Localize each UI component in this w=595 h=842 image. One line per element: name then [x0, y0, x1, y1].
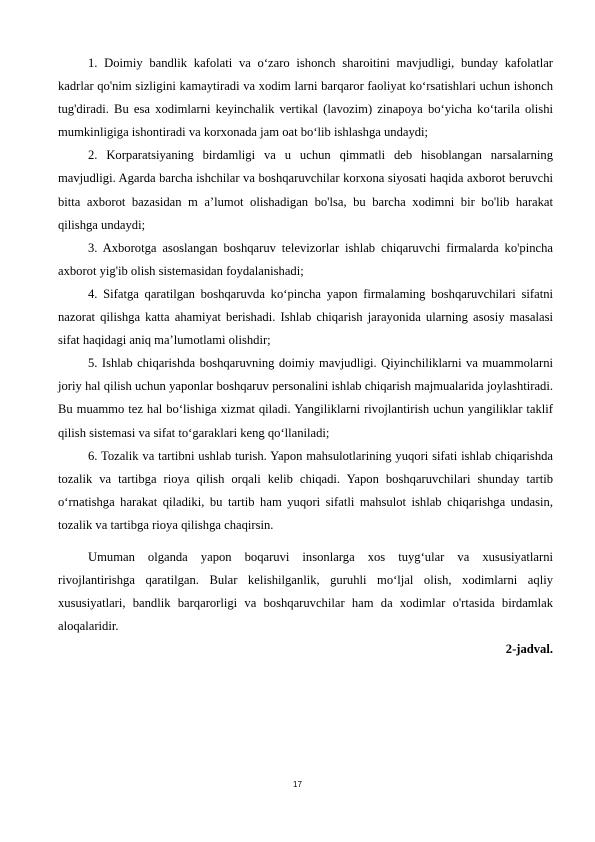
list-item-6: 6. Tozalik va tartibni ushlab turish. Yapon mahsulotlarining yuqori sifati ishlab chiqarishda tozalik va tartibga rioya qilish orqali kelib chiqadi. Yapon boshqaruvchilari shunday tartib o‘rnatishga harakat qiladiki, bu tartib ham yuqori sifatli mahsulot ishlab chiqarishga undasin, tozalik va tartibga rioya qilishga chaqirsin. — [58, 448, 553, 532]
document-page — [58, 52, 553, 661]
paragraph-gap — [58, 537, 553, 546]
page-number: 17 — [293, 780, 302, 789]
list-item-2: 2. Korparatsiyaning birdamligi va u uchun qimmatli deb hisoblangan narsalarning mavjudligi. Agarda barcha ishchilar va boshqaruvchilar korxona siyosati haqida axborot beruvchi bitta axborot bazasidan m a’lumot olishadigan bo'lsa, bu barcha xodimni bir bo'lib harakat qilishga undaydi; — [58, 148, 553, 232]
summary-paragraph: Umuman olganda yapon boqaruvi insonlarga xos tuyg‘ular va xususiyatlarni rivojlantirishga qaratilgan. Bular kelishilganlik, guruhli mo‘ljal olish, xodimlarni aqliy xususiyatlari, bandlik barqarorligi va boshqaruvchilar ham da xodimlar o'rtasida birdamlak aloqalaridir. — [58, 549, 553, 634]
list-item-5: 5. Ishlab chiqarishda boshqaruvning doimiy mavjudligi. Qiyinchiliklarni va muammolarni joriy hal qilish uchun yaponlar boshqaruv personalini ishlab chiqarish majmualarida joylashtiradi. Bu muammo tez hal bo‘lishiga xizmat qiladi. Yangiliklarni rivojlantirish uchun yangiliklar taklif qilish sistemasi va sifat to‘garaklari keng qo‘llaniladi; — [58, 356, 553, 440]
list-item-4: 4. Sifatga qaratilgan boshqaruvda ko‘pincha yapon firmalaming boshqaruvchilari sifatni nazorat qilishga katta ahamiyat berishadi. Ishlab chiqarish jarayonida ularning asosiy masalasi sifat haqidagi aniq ma’lumotlami olishdir; — [58, 286, 553, 348]
list-item-3: 3. Axborotga asoslangan boshqaruv televizorlar ishlab chiqaruvchi firmalarda ko'pincha axborot yig'ib olish sistemasidan foydalanishadi; — [58, 240, 553, 278]
table-label: 2-jadval. — [505, 642, 553, 657]
list-item-1: 1. Doimiy bandlik kafolati va o‘zaro ishonch sharoitini mavjudligi, bunday kafolatlar kadrlar qo'nim sizligini kamaytiradi va xodim larni barqaror faoliyat ko‘rsatishlari uchun ishonch tug'diradi. Bu esa xodimlarni keyinchalik vertikal (lavozim) zinapoya bo‘yicha ko‘tarila olishi mumkinligiga ishontiradi va korxonada jam oat bo‘lib ishlashga undaydi; — [58, 56, 553, 140]
